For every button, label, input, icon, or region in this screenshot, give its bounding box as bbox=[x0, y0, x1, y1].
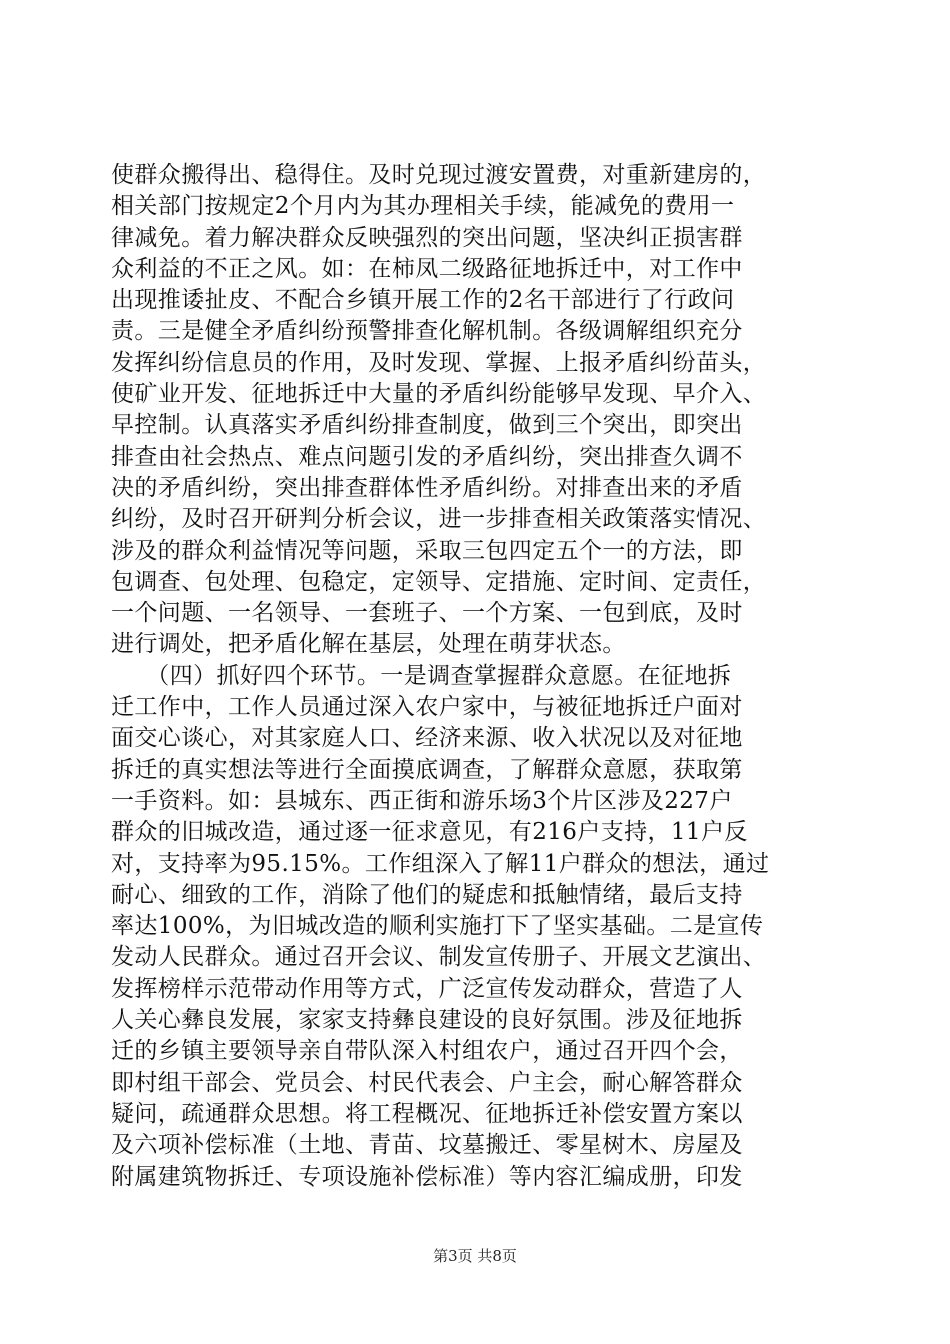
text-line: 即村组干部会、党员会、村民代表会、户主会，耐心解答群众 bbox=[111, 1069, 743, 1096]
text-line: 决的矛盾纠纷，突出排查群体性矛盾纠纷。对排查出来的矛盾 bbox=[111, 474, 743, 501]
text-line: 人关心彝良发展，家家支持彝良建设的良好氛围。涉及征地拆 bbox=[111, 1007, 743, 1034]
text-line: 相关部门按规定2个月内为其办理相关手续，能减免的费用一 bbox=[111, 193, 735, 220]
text-line: 面交心谈心，对其家庭人口、经济来源、收入状况以及对征地 bbox=[111, 725, 743, 752]
text-line: 疑问，疏通群众思想。将工程概况、征地拆迁补偿安置方案以 bbox=[111, 1100, 743, 1127]
text-line: 拆迁的真实想法等进行全面摸底调查，了解群众意愿，获取第 bbox=[111, 756, 743, 783]
text-line: 涉及的群众利益情况等问题，采取三包四定五个一的方法，即 bbox=[111, 537, 743, 564]
page-footer: 第3页 共8页 bbox=[433, 1247, 517, 1265]
text-line: 发挥纠纷信息员的作用，及时发现、掌握、上报矛盾纠纷苗头， bbox=[111, 349, 767, 376]
text-line: 附属建筑物拆迁、专项设施补偿标准）等内容汇编成册，印发 bbox=[111, 1163, 743, 1190]
text-line: 群众的旧城改造，通过逐一征求意见，有216户支持，11户反 bbox=[111, 819, 748, 846]
document-body bbox=[111, 160, 841, 1193]
text-line: 排查由社会热点、难点问题引发的矛盾纠纷，突出排查久调不 bbox=[111, 443, 743, 470]
text-line: 一个问题、一名领导、一套班子、一个方案、一包到底，及时 bbox=[111, 600, 743, 627]
text-line: 包调查、包处理、包稳定，定领导、定措施、定时间、定责任， bbox=[111, 568, 767, 595]
text-line: 迁工作中，工作人员通过深入农户家中，与被征地拆迁户面对 bbox=[111, 694, 743, 721]
text-line: 责。三是健全矛盾纠纷预警排查化解机制。各级调解组织充分 bbox=[111, 318, 743, 345]
text-line: 发挥榜样示范带动作用等方式，广泛宣传发动群众，营造了人 bbox=[111, 975, 743, 1002]
text-line: 纠纷，及时召开研判分析会议，进一步排查相关政策落实情况、 bbox=[111, 506, 767, 533]
text-line: 发动人民群众。通过召开会议、制发宣传册子、开展文艺演出、 bbox=[111, 944, 767, 971]
text-line: 进行调处，把矛盾化解在基层，处理在萌芽状态。 bbox=[111, 631, 626, 658]
text-line: （四）抓好四个环节。一是调查掌握群众意愿。在征地拆 bbox=[111, 662, 732, 689]
text-line: 律减免。着力解决群众反映强烈的突出问题，坚决纠正损害群 bbox=[111, 224, 743, 251]
text-line: 对，支持率为95.15%。工作组深入了解11户群众的想法，通过 bbox=[111, 850, 770, 877]
text-line: 率达100%，为旧城改造的顺利实施打下了坚实基础。二是宣传 bbox=[111, 913, 764, 940]
text-line: 及六项补偿标准（土地、青苗、坟墓搬迁、零星树木、房屋及 bbox=[111, 1132, 743, 1159]
text-line: 众利益的不正之风。如：在柿凤二级路征地拆迁中，对工作中 bbox=[111, 255, 743, 282]
text-line: 一手资料。如：县城东、西正街和游乐场3个片区涉及227户 bbox=[111, 787, 733, 814]
text-line: 迁的乡镇主要领导亲自带队深入村组农户，通过召开四个会， bbox=[111, 1038, 743, 1065]
text-line: 早控制。认真落实矛盾纠纷排查制度，做到三个突出，即突出 bbox=[111, 412, 743, 439]
text-line: 出现推诿扯皮、不配合乡镇开展工作的2名干部进行了行政问 bbox=[111, 287, 735, 314]
text-line: 使矿业开发、征地拆迁中大量的矛盾纠纷能够早发现、早介入、 bbox=[111, 381, 767, 408]
text-line: 耐心、细致的工作，消除了他们的疑虑和抵触情绪，最后支持 bbox=[111, 881, 743, 908]
text-line: 使群众搬得出、稳得住。及时兑现过渡安置费，对重新建房的， bbox=[111, 162, 767, 188]
